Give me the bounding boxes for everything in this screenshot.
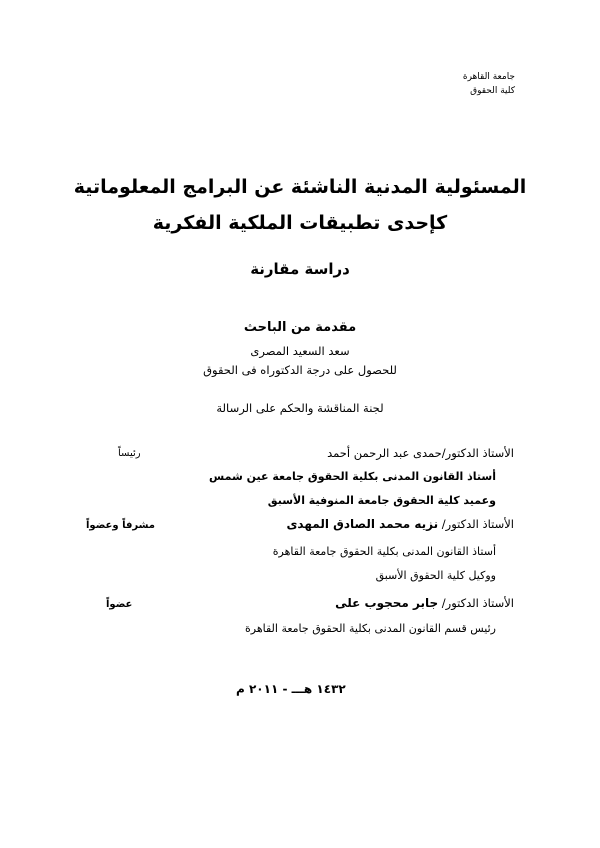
committee-member-1 — [327, 446, 514, 460]
member-prefix: الأستاذ الدكتور/ — [441, 517, 514, 531]
committee-member-3 — [335, 596, 514, 610]
member-detail: رئيس قسم القانون المدنى بكلية الحقوق جامعة القاهرة — [245, 622, 496, 635]
study-type: دراسة مقارنة — [250, 260, 350, 278]
member-role: عضواً — [106, 599, 133, 610]
university-name: جامعة القاهرة — [462, 72, 515, 82]
member-role: رئيساً — [118, 448, 141, 459]
member-detail: ووكيل كلية الحقوق الأسبق — [375, 569, 496, 582]
member-name: حمدى عبد الرحمن أحمد — [327, 446, 442, 460]
member-name: نزيه محمد الصادق المهدى — [286, 517, 439, 531]
faculty-name: كلية الحقوق — [470, 86, 515, 96]
member-detail: وعميد كلية الحقوق جامعة المنوفية الأسبق — [267, 494, 496, 507]
thesis-title-line1: المسئولية المدنية الناشئة عن البرامج المعلوماتية — [73, 176, 527, 198]
degree-purpose: للحصول على درجة الدكتوراه فى الحقوق — [203, 363, 397, 377]
committee-heading: لجنة المناقشة والحكم على الرسالة — [216, 401, 384, 415]
member-prefix: الأستاذ الدكتور/ — [441, 596, 514, 610]
presented-by-label: مقدمة من الباحث — [243, 320, 357, 335]
member-detail: أستاذ القانون المدنى بكلية الحقوق جامعة القاهرة — [272, 545, 496, 558]
member-detail: أستاذ القانون المدنى بكلية الحقوق جامعة عين شمس — [209, 470, 496, 483]
committee-member-2 — [286, 517, 514, 531]
member-name: جابر محجوب على — [335, 596, 439, 610]
researcher-name: سعد السعيد المصرى — [250, 344, 350, 358]
thesis-date: ١٤٣٢ هـــ - ٢٠١١ م — [236, 682, 346, 696]
thesis-title-line2: كإحدى تطبيقات الملكية الفكرية — [152, 212, 448, 234]
member-prefix: الأستاذ الدكتور/ — [441, 446, 514, 460]
member-role: مشرفاً وعضواً — [86, 520, 155, 531]
